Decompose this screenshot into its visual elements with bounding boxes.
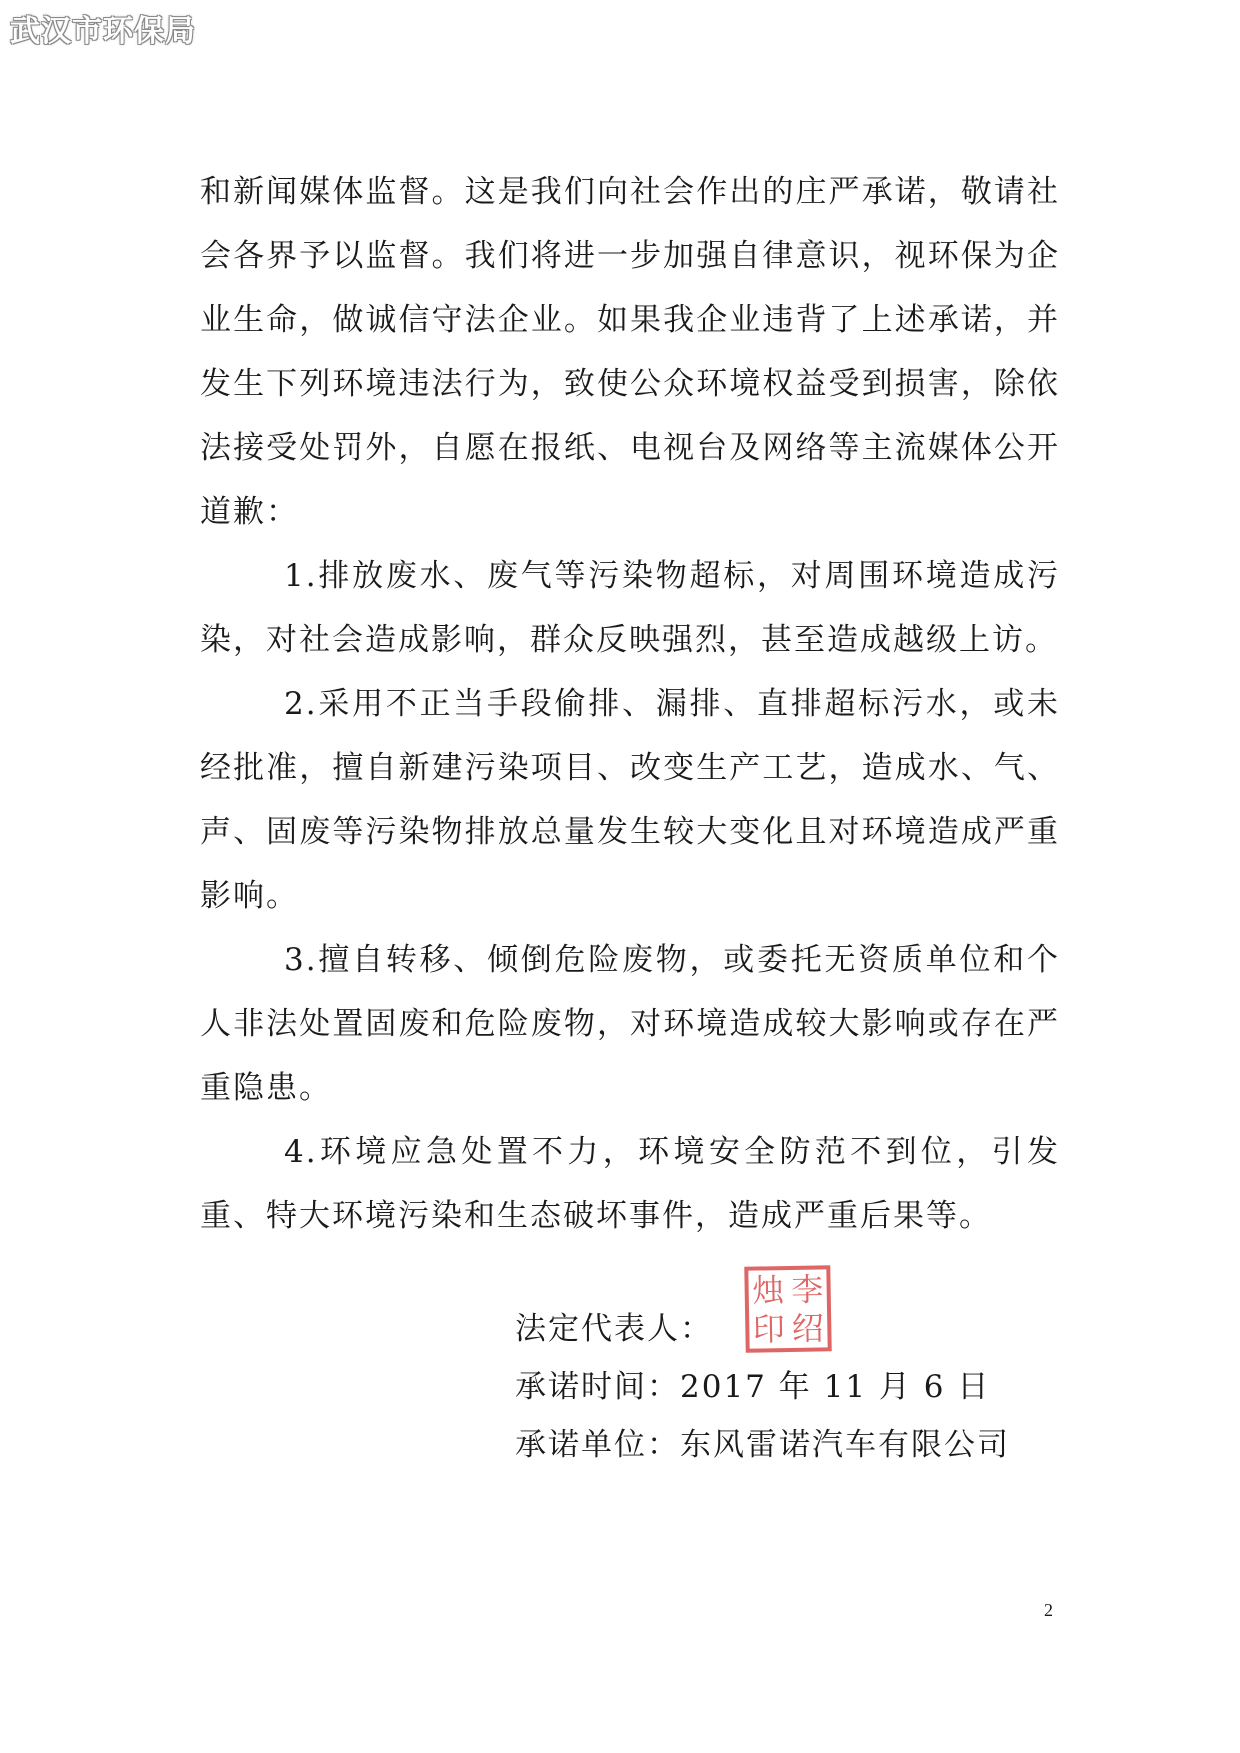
commitment-unit: 承诺单位：东风雷诺汽车有限公司 bbox=[515, 1427, 1010, 1463]
seal-char: 印 bbox=[752, 1309, 786, 1349]
paragraph-item-4: 4.环境应急处置不力，环境安全防范不到位，引发重、特大环境污染和生态破坏事件，造成严重后果等。 bbox=[200, 1134, 1060, 1234]
paragraph-item-3: 3.擅自转移、倾倒危险废物，或委托无资质单位和个人非法处置固废和危险废物，对环境造成较大影响或存在严重隐患。 bbox=[200, 942, 1060, 1106]
seal-char: 绍 bbox=[791, 1308, 825, 1348]
seal-stamp bbox=[744, 1265, 831, 1352]
representative-label: 法定代表人： bbox=[515, 1311, 713, 1347]
page-number: 2 bbox=[1044, 1600, 1053, 1620]
seal-char: 李 bbox=[790, 1269, 824, 1309]
seal-char: 烛 bbox=[751, 1270, 785, 1310]
signature-block bbox=[515, 1269, 1075, 1474]
document-body bbox=[200, 160, 1060, 1248]
watermark-logo: 武汉市环保局 bbox=[10, 14, 196, 49]
paragraph-item-2: 2.采用不正当手段偷排、漏排、直排超标污水，或未经批准，擅自新建污染项目、改变生产工艺，造成水、气、声、固废等污染物排放总量发生较大变化且对环境造成严重影响。 bbox=[200, 686, 1060, 914]
commitment-date: 承诺时间：2017 年 11 月 6 日 bbox=[515, 1369, 991, 1405]
paragraph-intro: 和新闻媒体监督。这是我们向社会作出的庄严承诺，敬请社会各界予以监督。我们将进一步加强自律意识，视环保为企业生命，做诚信守法企业。如果我企业违背了上述承诺，并发生下列环境违法行为，致使公众环境权益受到损害，除依法接受处罚外，自愿在报纸、电视台及网络等主流媒体公开道歉： bbox=[200, 174, 1060, 530]
paragraph-item-1: 1.排放废水、废气等污染物超标，对周围环境造成污染，对社会造成影响，群众反映强烈，甚至造成越级上访。 bbox=[200, 558, 1060, 658]
